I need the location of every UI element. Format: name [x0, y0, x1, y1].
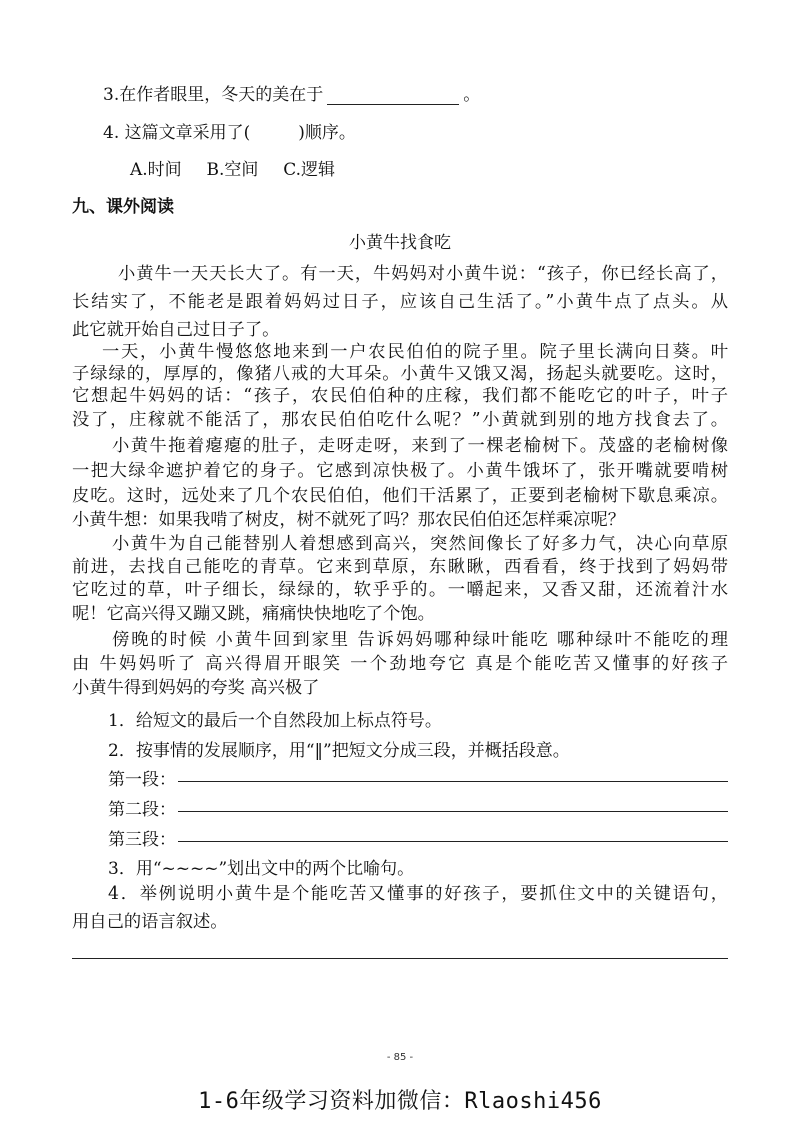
exercise-1: 1．给短文的最后一个自然段加上标点符号。 — [108, 711, 442, 731]
story-line: 前进，去找自己能吃的青草。它来到草原，东瞅瞅，西看看，终于找到了妈妈带 — [72, 557, 728, 577]
question-4-text: 4. 这篇文章采用了( — [103, 123, 251, 143]
segment-3-answer-line[interactable] — [178, 841, 728, 842]
segment-1-answer-line[interactable] — [178, 781, 728, 782]
segment-1-label: 第一段： — [108, 770, 176, 790]
story-line: 小黄牛得到妈妈的夸奖 高兴极了 — [72, 678, 320, 698]
question-3-answer-blank[interactable] — [327, 86, 459, 105]
story-line: 傍晚的时候 小黄牛回到家里 告诉妈妈哪种绿叶能吃 哪种绿叶不能吃的理 — [112, 630, 728, 650]
story-line: 此它就开始自己过日子了。 — [72, 320, 280, 340]
question-4-options — [130, 155, 335, 180]
segment-2-label: 第二段： — [108, 800, 176, 820]
segment-2-answer-line[interactable] — [178, 811, 728, 812]
segment-3-label: 第三段： — [108, 830, 176, 850]
question-3-text: 3.在作者眼里，冬天的美在于 — [103, 85, 324, 105]
story-line: 由 牛妈妈听了 高兴得眉开眼笑 一个劲地夸它 真是个能吃苦又懂事的好孩子 — [72, 654, 728, 674]
story-line: 没了，庄稼就不能活了，那农民伯伯吃什么呢？”小黄就到别的地方找食去了。 — [72, 410, 728, 430]
option-a: A.时间 — [130, 160, 182, 180]
story-line: 小黄牛想：如果我啃了树皮，树不就死了吗？那农民伯伯还怎样乘凉呢？ — [72, 510, 626, 530]
page-number: - 85 - — [386, 1052, 414, 1063]
story-title: 小黄牛找食吃 — [349, 233, 451, 253]
question-4 — [103, 118, 356, 143]
option-c: C.逻辑 — [283, 160, 336, 180]
story-line: 皮吃。这时，远处来了几个农民伯伯，他们干活累了，正要到老榆树下歇息乘凉。 — [72, 486, 728, 506]
exercise-4-answer-line[interactable] — [72, 958, 728, 959]
story-line: 小黄牛一天天长大了。有一天，牛妈妈对小黄牛说：“孩子，你已经长高了， — [118, 264, 728, 284]
exercise-4-continued: 用自己的语言叙述。 — [72, 912, 228, 932]
question-3-end: 。 — [463, 85, 481, 105]
footer-contact: 1-6年级学习资料加微信：Rlaoshi456 — [198, 1089, 602, 1114]
exercise-4: 4．举例说明小黄牛是个能吃苦又懂事的好孩子，要抓住文中的关键语句， — [108, 884, 728, 904]
story-line: 一天，小黄牛慢悠悠地来到一户农民伯伯的院子里。院子里长满向日葵。叶 — [102, 342, 728, 362]
story-line: 小黄牛为自己能替别人着想感到高兴，突然间像长了好多力气，决心向草原 — [112, 534, 728, 554]
story-line: 它想起牛妈妈的话：“孩子，农民伯伯种的庄稼，我们都不能吃它的叶子，叶子 — [72, 386, 728, 406]
exercise-2: 2．按事情的发展顺序，用“‖”把短文分成三段，并概括段意。 — [108, 741, 570, 761]
story-line: 呢！它高兴得又蹦又跳，痛痛快快地吃了个饱。 — [72, 604, 435, 624]
story-line: 它吃过的草，叶子细长，绿绿的，软乎乎的。一嚼起来，又香又甜，还流着汁水 — [72, 580, 728, 600]
story-line: 一把大绿伞遮护着它的身子。它感到凉快极了。小黄牛饿坏了，张开嘴就要啃树 — [72, 461, 728, 481]
story-line: 小黄牛拖着瘪瘪的肚子，走呀走呀，来到了一棵老榆树下。茂盛的老榆树像 — [112, 436, 728, 456]
exercise-3: 3．用“~~~~”划出文中的两个比喻句。 — [108, 859, 415, 879]
option-b: B.空间 — [206, 160, 259, 180]
section-heading: 九、课外阅读 — [72, 197, 174, 217]
question-4-end: )顺序。 — [298, 123, 356, 143]
story-line: 长结实了，不能老是跟着妈妈过日子，应该自己生活了。”小黄牛点了点头。从 — [72, 292, 728, 312]
story-line: 子绿绿的，厚厚的，像猪八戒的大耳朵。小黄牛又饿又渴，扬起头就要吃。这时， — [72, 364, 728, 384]
question-3 — [103, 80, 480, 105]
